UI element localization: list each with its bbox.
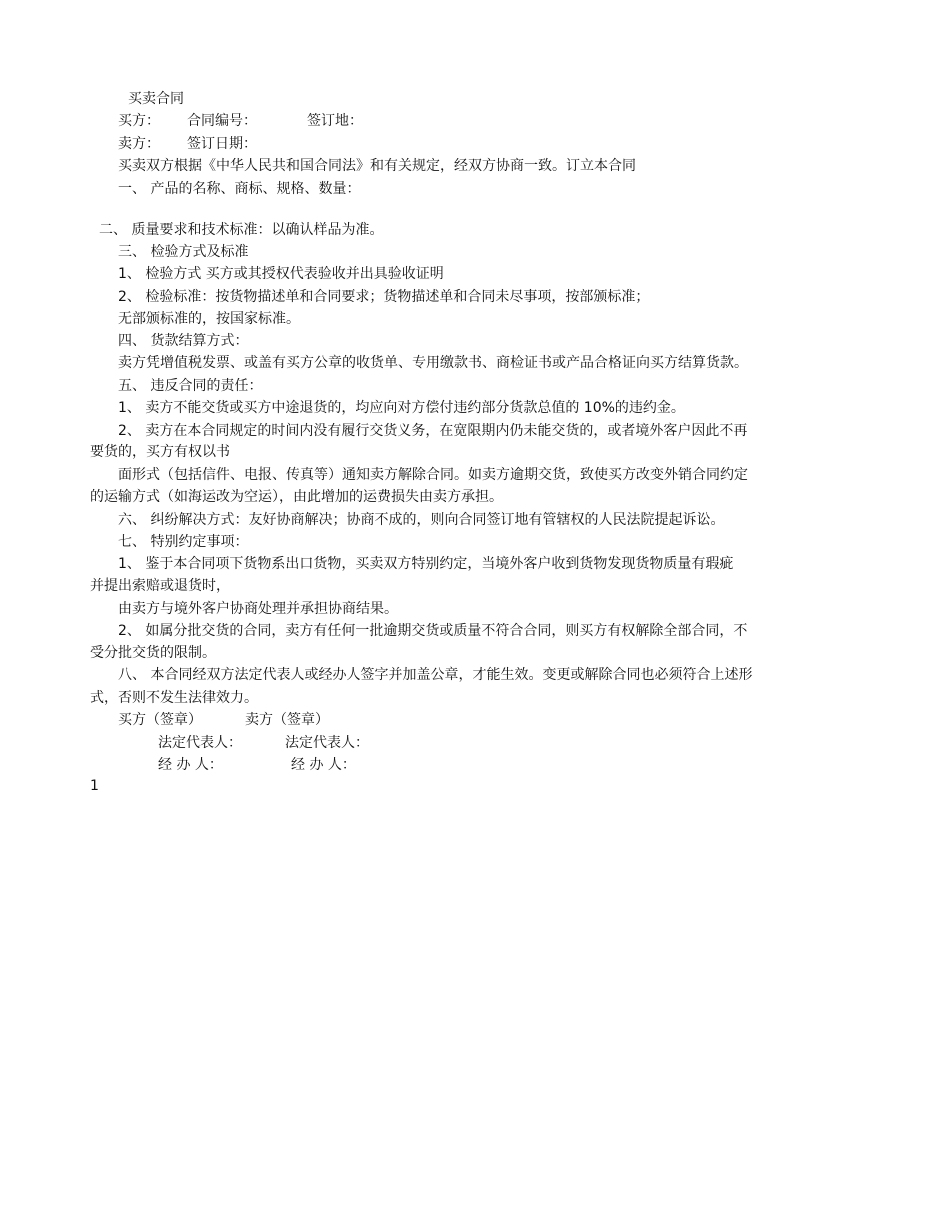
section-3-item-2-cont-text: 无部颁标准的，按国家标准。: [118, 311, 300, 327]
document-title: 买卖合同: [128, 91, 184, 107]
section-3-item-2-text: 2、 检验标准：按货物描述单和合同要求；货物描述单和合同未尽事项，按部颁标准；: [118, 289, 650, 305]
intro-text: 买卖双方根据《中华人民共和国合同法》和有关规定，经双方协商一致。订立本合同: [118, 158, 636, 174]
section-5-item-2-text-a: 2、 卖方在本合同规定的时间内没有履行交货义务，在宽限期内仍未能交货的，或者境外客户因此不再: [118, 423, 748, 439]
seller-rep-label: 法定代表人：: [285, 735, 369, 751]
page-number: 1: [90, 778, 99, 794]
section-7-item-1-text-c: 由卖方与境外客户协商处理并承担协商结果。: [118, 601, 398, 617]
section-7-item-1-text-a: 1、 鉴于本合同项下货物系出口货物，买卖双方特别约定，当境外客户收到货物发现货物质量有瑕疵: [118, 556, 734, 572]
seller-agent-label: 经 办 人：: [291, 757, 356, 773]
buyer-rep-label: 法定代表人：: [158, 735, 242, 751]
section-8-text-b: 式，否则不发生法律效力。: [90, 690, 258, 706]
section-8-text-a: 八、 本合同经双方法定代表人或经办人签字并加盖公章，才能生效。变更或解除合同也必须符合上述形: [118, 667, 753, 683]
section-7-item-2-text-a: 2、 如属分批交货的合同，卖方有任何一批逾期交货或质量不符合合同，则买方有权解除全部合同，不: [118, 623, 748, 639]
section-4-body-text: 卖方凭增值税发票、或盖有买方公章的收货单、专用缴款书、商检证书或产品合格证向买方结算货款。: [118, 355, 748, 371]
contract-no-label: 合同编号：: [187, 113, 257, 129]
section-5-item-2-text-c: 面形式（包括信件、电报、传真等）通知卖方解除合同。如卖方逾期交货，致使买方改变外销合同约定: [118, 467, 748, 483]
section-7-item-1-text-b: 并提出索赔或退货时，: [90, 578, 230, 594]
signing-date-label: 签订日期：: [187, 136, 257, 152]
buyer-label: 买方：: [118, 113, 160, 129]
section-7-item-2-text-b: 受分批交货的限制。: [90, 645, 216, 661]
section-1-heading: 一、 产品的名称、商标、规格、数量：: [118, 181, 361, 197]
section-3-item-1-text: 1、 检验方式 买方或其授权代表验收并出具验收证明: [118, 266, 444, 282]
section-4-heading: 四、 货款结算方式：: [118, 333, 249, 349]
section-3-heading: 三、 检验方式及标准: [118, 244, 249, 260]
section-5-item-2-text-b: 要货的，买方有权以书: [90, 444, 230, 460]
buyer-seal-label: 买方（签章）: [118, 712, 202, 728]
seller-seal-label: 卖方（签章）: [245, 712, 329, 728]
section-7-heading: 七、 特别约定事项：: [118, 534, 249, 550]
seller-label: 卖方：: [118, 136, 160, 152]
buyer-agent-label: 经 办 人：: [158, 757, 223, 773]
section-5-item-1-text: 1、 卖方不能交货或买方中途退货的，均应向对方偿付违约部分货款总值的 10%的违约金。: [118, 400, 685, 416]
section-5-item-2-text-d: 的运输方式（如海运改为空运），由此增加的运费损失由卖方承担。: [90, 489, 503, 505]
section-5-heading: 五、 违反合同的责任：: [118, 378, 263, 394]
signing-place-label: 签订地：: [307, 113, 363, 129]
section-2-heading: 二、 质量要求和技术标准：以确认样品为准。: [99, 222, 384, 238]
section-6-text: 六、 纠纷解决方式：友好协商解决；协商不成的，则向合同签订地有管辖权的人民法院提起诉讼。: [118, 512, 725, 528]
